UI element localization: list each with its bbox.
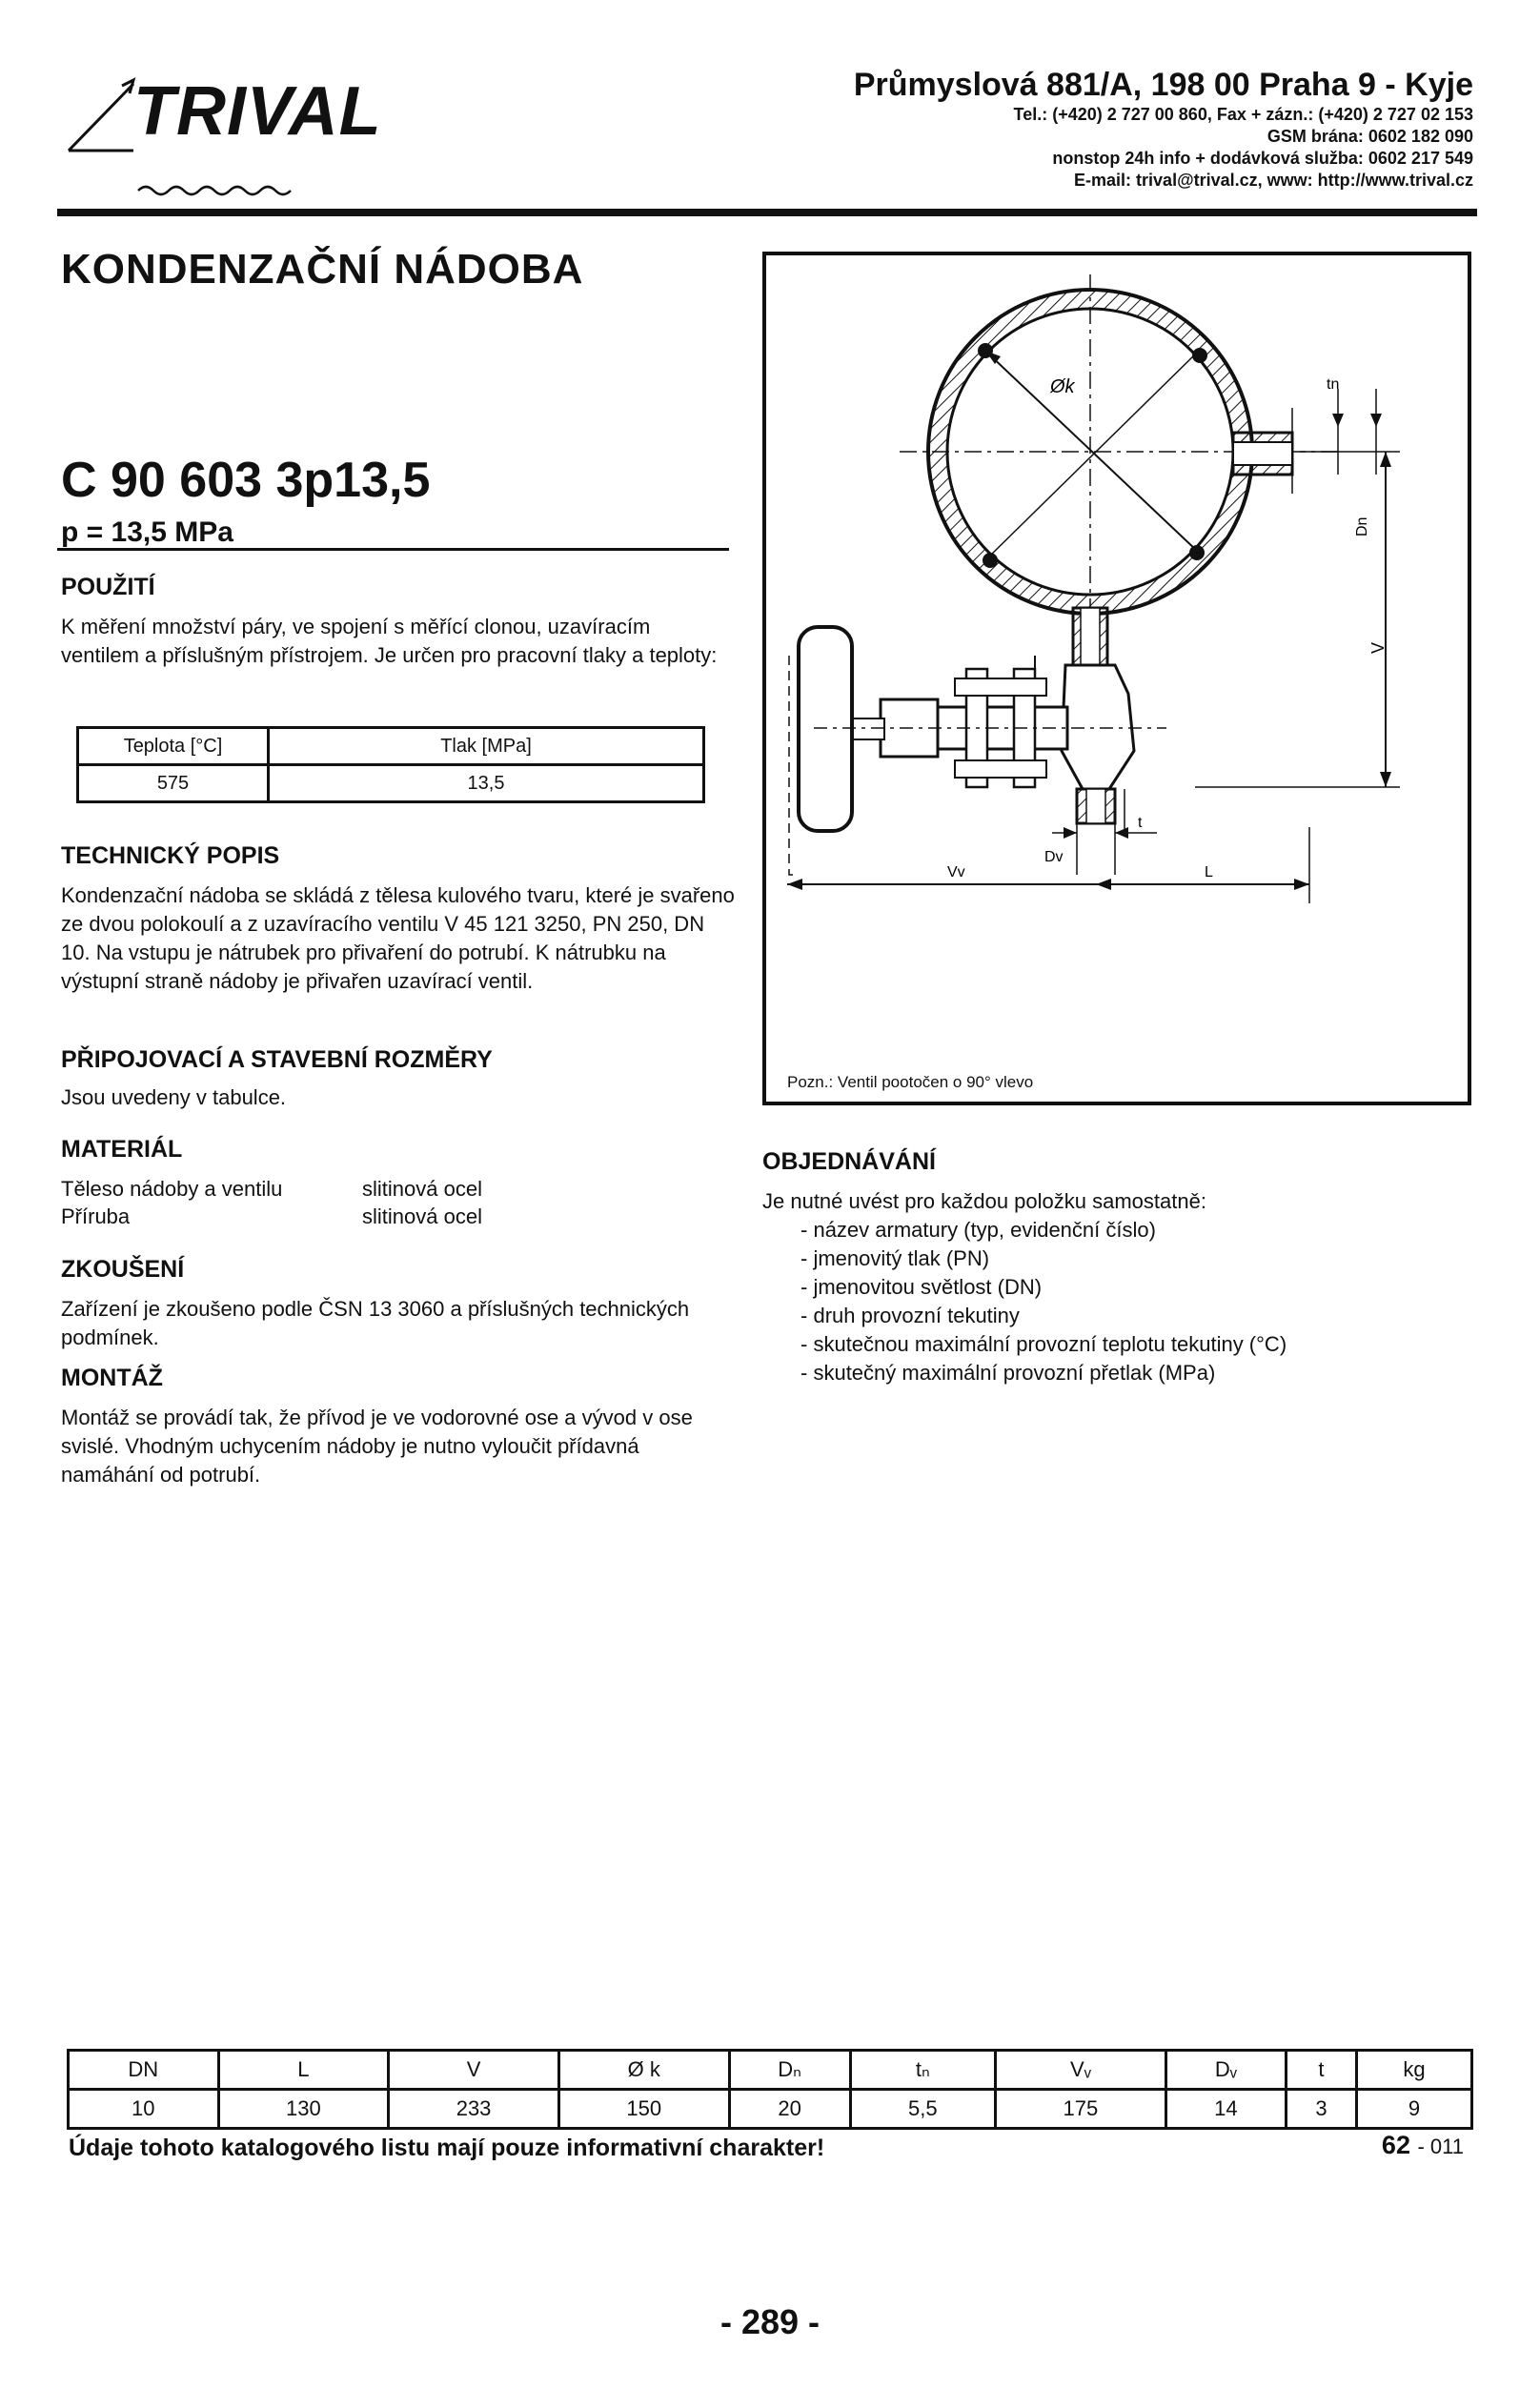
page-number: - 289 -	[719, 2302, 821, 2341]
list-item: - jmenovitý tlak (PN)	[800, 1245, 1287, 1273]
phone-line: Tel.: (+420) 2 727 00 860, Fax + zázn.: (+420) 2 727 02 153	[1013, 105, 1473, 124]
title-divider	[57, 548, 729, 551]
technical-drawing-frame	[762, 252, 1471, 1105]
dimensions-heading: PŘIPOJOVACÍ A STAVEBNÍ ROZMĚRY	[61, 1046, 493, 1073]
testing-text: Zařízení je zkoušeno podle ČSN 13 3060 a příslušných technických podmínek.	[61, 1297, 690, 1349]
logo-text: TRIVAL	[133, 73, 382, 150]
material-part: Příruba	[61, 1204, 131, 1228]
col-header: V	[389, 2051, 559, 2090]
col-header: Vᵥ	[996, 2051, 1166, 2090]
cell-value: 130	[218, 2090, 389, 2129]
section-technical	[61, 842, 738, 996]
model-number: C 90 603 3p13,5	[61, 453, 431, 508]
document-number	[1382, 2131, 1464, 2160]
ordering-heading: OBJEDNÁVÁNÍ	[762, 1148, 936, 1175]
col-header: tₙ	[850, 2051, 995, 2090]
table-row	[69, 2090, 1472, 2129]
section-ordering	[762, 1148, 936, 1176]
label-k: Øk	[1050, 376, 1075, 397]
col-header: Dₙ	[729, 2051, 850, 2090]
nonstop-line: nonstop 24h info + dodávková služba: 0602 217 549	[1052, 149, 1473, 168]
section-material	[61, 1136, 738, 1232]
label-dv: Dv	[1044, 849, 1064, 865]
operating-conditions-table	[76, 726, 705, 803]
company-logo	[67, 67, 382, 200]
col-header: DN	[69, 2051, 219, 2090]
label-t: t	[1138, 815, 1143, 831]
condensation-vessel-drawing	[766, 255, 1468, 1102]
pressure-header: Tlak [MPa]	[269, 728, 704, 765]
nominal-pressure: p = 13,5 MPa	[61, 516, 233, 548]
table-row	[69, 2051, 1472, 2090]
col-header: Ø k	[558, 2051, 729, 2090]
dimensions-text: Jsou uvedeny v tabulce.	[61, 1085, 287, 1109]
col-header: kg	[1356, 2051, 1471, 2090]
material-part: Těleso nádoby a ventilu	[61, 1177, 283, 1201]
cell-value: 14	[1165, 2090, 1286, 2129]
material-value: slitinová ocel	[362, 1204, 482, 1228]
material-value: slitinová ocel	[362, 1177, 482, 1201]
technical-heading: TECHNICKÝ POPIS	[61, 842, 280, 869]
label-v: V	[1368, 641, 1388, 654]
cell-value: 3	[1287, 2090, 1357, 2129]
col-header: Dᵥ	[1165, 2051, 1286, 2090]
cell-value: 10	[69, 2090, 219, 2129]
ordering-content	[762, 1187, 1287, 1387]
list-item: - jmenovitou světlost (DN)	[800, 1273, 1287, 1302]
list-item: - skutečnou maximální provozní teplotu tekutiny (°C)	[800, 1330, 1287, 1359]
table-row	[78, 765, 704, 802]
material-heading: MATERIÁL	[61, 1136, 183, 1163]
cell-value: 233	[389, 2090, 559, 2129]
disclaimer: Údaje tohoto katalogového listu mají pouze informativní charakter!	[69, 2135, 825, 2161]
company-address: Průmyslová 881/A, 198 00 Praha 9 - Kyje	[853, 67, 1473, 103]
usage-text: K měření množství páry, ve spojení s měřící clonou, uzavíracím ventilem a příslušným přístrojem. Je určen pro pracovní tlaky a teploty:	[61, 615, 718, 667]
section-testing	[61, 1256, 738, 1352]
email-line[interactable]: E-mail: trival@trival.cz, www: http://www.trival.cz	[1074, 171, 1473, 190]
drawing-note: Pozn.: Ventil pootočen o 90° vlevo	[787, 1073, 1034, 1091]
handwheel	[799, 627, 852, 831]
doc-number-sub: - 011	[1417, 2135, 1464, 2158]
list-item: - název armatury (typ, evidenční číslo)	[800, 1216, 1287, 1245]
label-l: L	[1205, 864, 1213, 880]
cell-value: 5,5	[850, 2090, 995, 2129]
temp-value: 575	[78, 765, 269, 802]
cell-value: 9	[1356, 2090, 1471, 2129]
page-title: KONDENZAČNÍ NÁDOBA	[61, 246, 584, 293]
label-vv: Vv	[947, 864, 965, 880]
contact-block	[854, 67, 1473, 192]
list-item: - druh provozní tekutiny	[800, 1302, 1287, 1330]
assembly-text: Montáž se provádí tak, že přívod je ve vodorovné ose a vývod v ose svislé. Vhodným uchycením nádoby je nutno vyloučit přídavná namáhání od potrubí.	[61, 1406, 693, 1487]
section-usage	[61, 574, 728, 670]
section-dimensions	[61, 1046, 738, 1112]
list-item: - skutečný maximální provozní přetlak (MPa)	[800, 1359, 1287, 1387]
label-tn: tn	[1327, 376, 1340, 393]
cell-value: 20	[729, 2090, 850, 2129]
ordering-list	[762, 1216, 1287, 1387]
assembly-heading: MONTÁŽ	[61, 1365, 163, 1391]
technical-text: Kondenzační nádoba se skládá z tělesa kulového tvaru, které je svařeno ze dvou polokoulí a z uzavíracího ventilu V 45 121 3250, PN 250, DN 10. Na vstupu je nátrubek pro přivaření do potrubí. K nátrubku na výstupní straně nádoby je přivařen uzavírací ventil.	[61, 883, 735, 993]
cell-value: 175	[996, 2090, 1166, 2129]
label-dn: Dn	[1354, 516, 1370, 536]
cell-value: 150	[558, 2090, 729, 2129]
testing-heading: ZKOUŠENÍ	[61, 1256, 185, 1283]
col-header: L	[218, 2051, 389, 2090]
header-rule	[57, 209, 1477, 216]
gsm-line: GSM brána: 0602 182 090	[1266, 127, 1473, 146]
usage-heading: POUŽITÍ	[61, 574, 155, 600]
ordering-intro: Je nutné uvést pro každou položku samostatně:	[762, 1189, 1206, 1213]
table-row	[78, 728, 704, 765]
pressure-value: 13,5	[269, 765, 704, 802]
doc-number-main: 62	[1381, 2131, 1410, 2159]
temp-header: Teplota [°C]	[78, 728, 269, 765]
col-header: t	[1287, 2051, 1357, 2090]
section-assembly	[61, 1365, 738, 1489]
dimensions-table	[67, 2049, 1473, 2130]
